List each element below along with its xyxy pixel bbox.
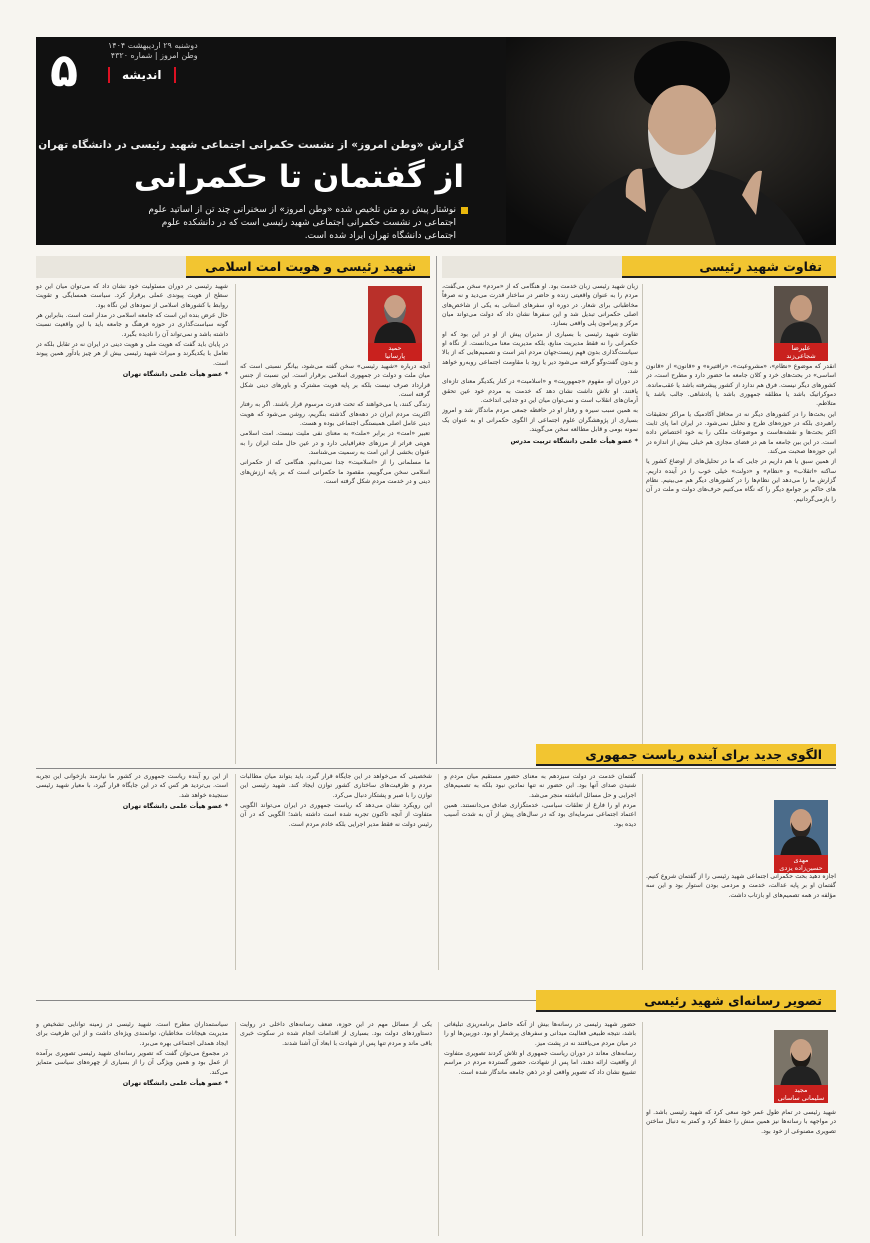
article-3-headline: الگوی جدید برای آینده ریاست جمهوری <box>585 747 822 762</box>
paragraph: شهید رئیسی در دوران مسئولیت خود نشان داد که می‌توان میان این دو سطح از هویت پیوندی عملی برقرار کرد. سیاست همسایگی و تقویت روابط با کشورهای اسلامی از نمودهای این نگاه بود. <box>36 283 228 309</box>
article-2-byline: * عضو هیأت علمی دانشگاه تهران <box>122 370 228 379</box>
paragraph: به همین سبب سیره و رفتار او در حافظه جمعی مردم ماندگار شد و امروز بسیاری از پژوهشگران علوم اجتماعی از الگوی حکمرانی او به عنوان یک نمونه بومی و قابل مطالعه سخن می‌گویند. <box>442 407 638 434</box>
paragraph: شهید رئیسی در تمام طول عمر خود سعی کرد که شهید رئیسی باشد. او در مواجهه با رسانه‌ها نیز همین منش را حفظ کرد و کمتر به دنبال ساختن تصویری مصنوعی از خود بود. <box>646 1109 836 1135</box>
paragraph: حال عرض بنده این است که جامعه اسلامی در مدار امت است. بنابراین هر گونه سیاست‌گذاری در حوزه فرهنگ و جامعه باید با این واقعیت نسبت داشته باشد و نمی‌تواند آن را نادیده بگیرد. <box>36 312 228 338</box>
issue-info <box>108 41 198 61</box>
paragraph: در مجموع می‌توان گفت که تصویر رسانه‌ای شهید رئیسی تصویری برآمده از عمل بود و همین ویژگی آن را از بسیاری از چهره‌های سیاسی متمایز می‌کند. <box>36 1050 228 1076</box>
article-3-byline: * عضو هیأت علمی دانشگاه تهران <box>122 802 228 811</box>
paragraph: از این رو آینده ریاست جمهوری در کشور ما نیازمند بازخوانی این تجربه است. بی‌تردید هر کس که در این جایگاه قرار گیرد، با معیار شهید رئیسی سنجیده خواهد شد. <box>36 773 228 799</box>
issue-number: وطن امروز | شماره ۴۳۲۰ <box>110 51 198 60</box>
paragraph: مردم او را فارغ از تعلقات سیاسی، خدمتگزاری صادق می‌دانستند. همین اعتماد اجتماعی سرمایه‌ای بود که در سال‌های پیش از آن به شدت آسیب دیده بود. <box>444 802 636 828</box>
article-2-headline: شهید رئیسی و هویت امت اسلامی <box>205 259 416 274</box>
article-1-byline: * عضو هیأت علمی دانشگاه تربیت مدرس <box>510 436 638 445</box>
paragraph: زندگی کنند، یا می‌خواهند که تحت قدرت مرسوم قرار باشند. اگر به رفتار اکثریت مردم ایران در دهه‌های گذشته بنگریم، روشن می‌شود که هویت دینی عامل اصلی همبستگی اجتماعی بوده و هست. <box>240 401 430 428</box>
article-2-col-b <box>36 282 228 764</box>
article-3-col-d <box>36 772 228 972</box>
article-1-col-a <box>646 282 836 764</box>
paragraph: تفاوت شهید رئیسی با بسیاری از مدیران پیش از او در این بود که او حکمرانی را نه فقط مدیریت منابع، بلکه مدیریت معنا می‌دانست. از نگاه او سیاست‌گذاری بدون فهم زیست‌جهان مردم ابتر است و تصمیم‌هایی که از بالا و بدون گفت‌وگو گرفته می‌شود دیر یا زود با مقاومت اجتماعی روبه‌رو خواهد شد. <box>442 330 638 376</box>
paragraph: سیاستمداران مطرح است. شهید رئیسی در زمینه توانایی تشخیص و مدیریت هیجانات مخاطبان، توانمندی ویژه‌ای داشت و از این ظرفیت برای ایجاد همدلی اجتماعی بهره می‌برد. <box>36 1021 228 1047</box>
page-number: ۵ <box>50 43 79 97</box>
article-3-author-last: حسین‌زاده یزدی <box>779 864 823 872</box>
article-1-headline: تفاوت شهید رئیسی <box>699 259 822 274</box>
article-2-author-last: پارسانیا <box>384 352 406 360</box>
hero-lead: نوشتار پیش رو متن تلخیص شده «وطن امروز» از سخنرانی چند تن از اساتید علوم اجتماعی در نشست حکمرانی اجتماعی شهید رئیسی است که در دانشکده علوم اجتماعی دانشگاه تهران ایراد شده است. <box>146 204 468 243</box>
article-4-byline: * عضو هیأت علمی دانشگاه تهران <box>122 1079 228 1088</box>
article-4-headline-bar <box>536 990 836 1012</box>
paragraph: این بحث‌ها را در کشورهای دیگر نه در محافل آکادمیک یا مراکز تحقیقات راهبردی بلکه در حوزه‌های طرح و تحلیل نمی‌شود. در ایران اما پای ثابت اکثر بحث‌ها و نقشه‌هاست و موضوعات ملکی را به خود اختصاص داده است. در این بین جامعه ما هم در فضای مجازی هم خیلی بیش از اندازه در این حوزه‌ها صحبت می‌کند. <box>646 410 836 456</box>
section-tag: اندیشه <box>108 67 176 83</box>
paragraph: گفتمان خدمت در دولت سیزدهم به معنای حضور مستقیم میان مردم و شنیدن صدای آنها بود. این حضور نه تنها نمادین نبود بلکه به تصمیم‌های اجرایی و حل مسائل انباشته منجر می‌شد. <box>444 773 636 799</box>
hero-banner <box>36 37 836 245</box>
paragraph: زبان شهید رئیسی زبان خدمت بود. او هنگامی که از «مردم» سخن می‌گفت، مردم را به عنوان واقعیتی زنده و حاضر در ساختار قدرت می‌دید و نه صرفاً مخاطبانی برای شعار. در دوره او، سفرهای استانی به یکی از شاخص‌های اصلی حکمرانی تبدیل شد و این سفرها نشان داد که دولت می‌تواند میان مرکز و پیرامون پلی واقعی بسازد. <box>442 283 638 328</box>
paragraph: آنچه درباره «شهید رئیسی» سخن گفته می‌شود، بیانگر نسبتی است که میان ملت و دولت در جمهوری اسلامی برقرار است. این نسبت از جنس قرارداد صرف نیست بلکه بر پایه هویت مشترک و باورهای دینی شکل گرفته است. <box>240 363 430 399</box>
article-4-author-last: سلیمانی ساسانی <box>777 1094 825 1102</box>
article-4-col-b <box>444 1020 636 1238</box>
article-3-col-b <box>444 772 636 972</box>
article-4-headline: تصویر رسانه‌ای شهید رئیسی <box>644 993 822 1008</box>
paragraph: در پایان باید گفت که هویت ملی و هویت دینی در ایران نه در تقابل بلکه در تعامل با یکدیگرند و میراث شهید رئیسی بیش از هر چیز یادآور همین پیوند است. <box>36 341 228 367</box>
article-2-author-first: حمید <box>388 344 402 352</box>
article-3-author-first: مهدی <box>793 856 809 864</box>
paragraph: یکی از مسائل مهم در این حوزه، ضعف رسانه‌های داخلی در روایت دستاوردهای دولت بود. بسیاری از اقدامات انجام شده در سکوت خبری باقی ماند و مردم تنها پس از شهادت با ابعاد آن آشنا شدند. <box>240 1021 432 1047</box>
paragraph: در دوران او، مفهوم «جمهوریت» و «اسلامیت» در کنار یکدیگر معنای تازه‌ای یافتند. او تلاش داشت نشان دهد که خدمت به مردم خود عین تحقق آرمان‌های انقلاب است و نمی‌توان میان این دو جدایی انداخت. <box>442 378 638 405</box>
article-1-author-first: علیرضا <box>791 344 811 352</box>
paragraph: شخصیتی که می‌خواهد در این جایگاه قرار گیرد، باید بتواند میان مطالبات مردم و ظرفیت‌های ساختاری کشور توازن ایجاد کند. شهید رئیسی این توازن را با صبر و پشتکار دنبال می‌کرد. <box>240 773 432 799</box>
article-4-col-c <box>240 1020 432 1238</box>
paragraph: از همین سبق یا هم داریم در جایی که ما در تحلیل‌های از اوضاع کشور یا ساکنه «اتقلاب» و «نظام» و «دولت» خیلی خوب را در آینده داریم. گزارش ما را می‌دهد این نظام‌ها را در کشورهای دیگر هم می‌بینیم. نظام های حاکم بر جوامع دیگر را که نگاه می‌کنیم حرف‌های دولت و ملت در آن را بازمی‌گردانیم. <box>646 458 836 503</box>
paragraph: اجازه دهید بحث حکمرانی اجتماعی شهید رئیسی را از گفتمان شروع کنیم. گفتمان او بر پایه عدالت، خدمت و مردمی بودن استوار بود و این سه مؤلفه در همه تصمیم‌های او بازتاب داشت. <box>646 873 836 899</box>
paragraph: این رویکرد نشان می‌دهد که ریاست جمهوری در ایران می‌تواند الگویی متفاوت از آنچه تاکنون تجربه شده است داشته باشد؛ الگویی که در آن رئیس دولت نه فقط مدیر اجرایی بلکه خادم مردم است. <box>240 802 432 828</box>
paragraph: حضور شهید رئیسی در رسانه‌ها بیش از آنکه حاصل برنامه‌ریزی تبلیغاتی باشد، نتیجه طبیعی فعالیت میدانی و سفرهای پرشمار او بود. دوربین‌ها او را در میان مردم می‌یافتند نه در پشت میز. <box>444 1021 636 1047</box>
article-3-col-a <box>646 772 836 972</box>
article-2-headline-bar <box>36 256 430 278</box>
hero-kicker: گزارش «وطن امروز» از نشست حکمرانی اجتماعی شهید رئیسی در دانشگاه تهران <box>38 139 464 151</box>
article-2-col-a <box>240 282 430 764</box>
article-4-col-d <box>36 1020 228 1238</box>
paragraph: رسانه‌های معاند در دوران ریاست جمهوری او تلاش کردند تصویری متفاوت از واقعیت ارائه دهند، اما پس از شهادت، حضور گسترده مردم در مراسم تشییع نشان داد که تصویر واقعی او در ذهن جامعه ماندگار شده است. <box>444 1050 636 1076</box>
paragraph: انقدر که موضوع «نظام»، «مشروعیت»، «راقتیره» و «قانون» از «قانون اساسی» در بحث‌های خرد و کلان جامعه ما حضور دارد و مطرح است، در کشورهای دیگر نیست. فرق هم ندارد از کشور پیشرفته باشد یا عقب‌مانده. دموکراتیک باشد یا مطلقه جمهوری باشد یا پادشاهی. جالب باشد یا متلاطم. <box>646 363 836 408</box>
article-1-headline-bar <box>442 256 836 278</box>
hero-title: از گفتمان تا حکمرانی <box>133 159 464 195</box>
article-3-col-c <box>240 772 432 972</box>
article-4-col-a <box>646 1020 836 1238</box>
article-1-col-b <box>442 282 638 764</box>
article-4-author-first: مجید <box>794 1086 808 1094</box>
article-3-headline-bar <box>536 744 836 766</box>
article-1-author-last: شجاعی‌زند <box>786 352 816 360</box>
paragraph: ما مسلمانی را از «اسلامیت» جدا نمی‌دانیم. هنگامی که از حکمرانی اسلامی سخن می‌گوییم، مقصود ما حکمرانی است که بر پایه ارزش‌های دینی و در خدمت مردم شکل گرفته است. <box>240 459 430 486</box>
issue-date: دوشنبه ۲۹ اردیبهشت ۱۴۰۴ <box>108 41 198 50</box>
hero-photo <box>506 37 836 245</box>
paragraph: تعبیر «امت» در برابر «ملت» به معنای نفی ملیت نیست. امت اسلامی هویتی فراتر از مرزهای جغرافیایی دارد و در عین حال ملت ایران را به عنوان بخشی از این امت به رسمیت می‌شناسد. <box>240 430 430 457</box>
